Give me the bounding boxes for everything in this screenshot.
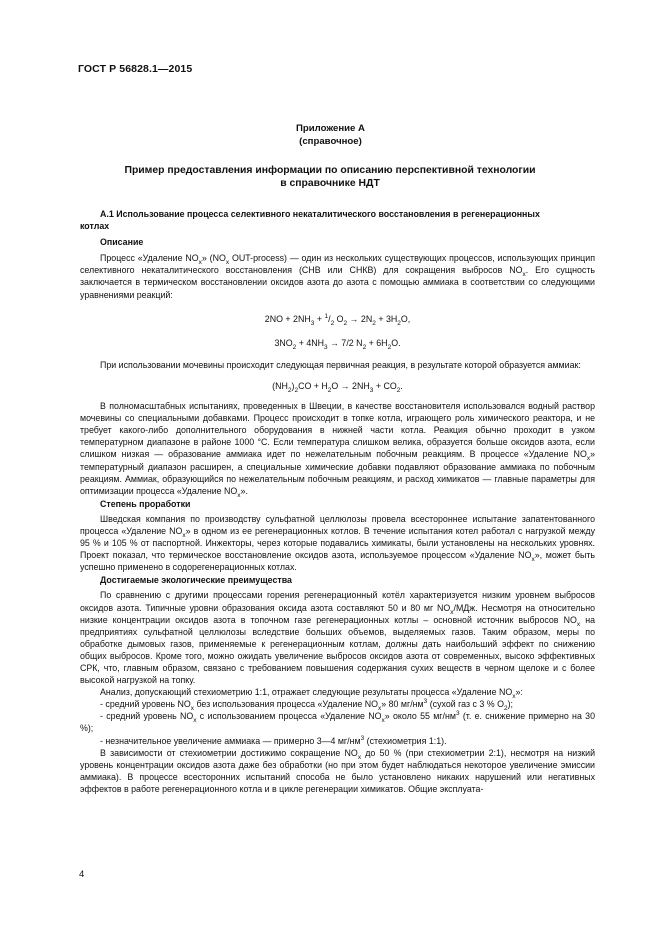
section-heading bbox=[80, 208, 595, 232]
document-title bbox=[90, 164, 570, 190]
annex-name: Приложение А bbox=[296, 123, 365, 134]
paragraph: По сравнению с другими процессами горения регенерационный котёл характеризуется низким уровнем выбросов оксидов азота. Типичные уровни образования оксида азота составляют 50 и 80 мг $NO_x$/МДж. Несмотря на относительно низкие концентрации оксидов азота в топочном газе регенерационных котлы – основной источник выбросов $NO_x$ на предприятиях сульфатной целлюлозы вследствие больших объемов, выделяемых газов. Таким образом, меры по обработке дымовых газов, применяемые к регенерационным котлам, должны дать наибольший эффект по снижению общих выбросов. Кроме того, можно ожидать увеличение выбросов оксидов азота от современных, высоко эффективных СРК, что, главным образом, связано с требованием повышения содержания сухих веществ в черном щелоке и с более высокой нагрузкой на топку. bbox=[80, 590, 595, 686]
paragraph: В полномасштабных испытаниях, проведенных в Швеции, в качестве восстановителя использовался водный раствор мочевины со специальными добавками. Процесс происходит в топке котла, играющего роль химического реактора, и не требует какого-либо дополнительного оборудования в нижней части котла. Реакция обычно проходит в узком температурном диапазоне в районе 1000 °С. Если температура слишком велика, образуется больше оксидов азота, если слишком низкая — образование аммиака идет по нежелательным побочным реакциям. В процессе «Удаление $NO_x$» температурный диапазон расширен, а специальные химические добавки подавляют образование аммиака по побочным реакциям. Аммиак, образующийся по нежелательным побочным реакциям, и расход химикатов — главные параметры для оптимизации процесса «Удаление $NO_x$». bbox=[80, 401, 595, 499]
subheading-maturity: Степень проработки bbox=[100, 498, 191, 509]
paragraph: В зависимости от стехиометрии достижимо сокращение $NO_x$ до 50 % (при стехиометрии 2:1), несмотря на низкий уровень концентрации оксидов азота даже без обработки (но при этом будет наблюдаться некоторое увеличение эмиссии аммиака). В процессе всесторонних испытаний способа не было установлено никаких нарушений или негативных эффектов в работе регенерационного котла и в цикле регенерации химикатов. Общие эксплуата- bbox=[80, 747, 596, 794]
subheading-benefits: Достигаемые экологические преимущества bbox=[100, 575, 292, 586]
list-item: - средний уровень $NO_x$ без использования процесса «Удаление $NO_x$» 80 $мг/нм^3$ (сухой газ с 3 % $O_2$); bbox=[100, 698, 513, 713]
title-line-1: Пример предоставления информации по описанию перспективной технологии bbox=[124, 165, 536, 176]
list-item: - незначительное увеличение аммиака — примерно 3—4 $мг/нм^3$ (стехиометрия 1:1). bbox=[100, 734, 447, 746]
section-heading-line-2: котлах bbox=[80, 221, 110, 232]
standard-header: ГОСТ Р 56828.1—2015 bbox=[78, 63, 193, 75]
subheading-description: Описание bbox=[100, 237, 144, 248]
list-item: - средний уровень $NO_x$ с использованием процесса «Удаление $NO_x$» около 55 $мг/нм^3$ (т. е. снижение примерно на 30 %); bbox=[80, 710, 595, 734]
paragraph: Шведская компания по производству сульфатной целлюлозы провела всестороннее испытание запатентованного процесса «Удаление $NO_x$» в одном из ее регенерационных котлов. В течение испытания котел работал с нагрузкой между 95 % и 105 % от паспортной. Инжекторы, через которые подавались химикаты, были установлены на нескольких уровнях. Проект показал, что термическое восстановление оксидов азота, используемое процессом «Удаление $NO_x$», может быть успешно применено в содорегенерационных котлах. bbox=[80, 513, 595, 573]
document-body bbox=[80, 208, 595, 795]
section-heading-line-1: А.1 Использование процесса селективного некаталитического восстановления в регенерационных bbox=[100, 209, 540, 219]
equation: $3NO_2 + 4NH_3 \to 7/2$ $N_2 + 6H_2O$. bbox=[274, 337, 401, 351]
page-number: 4 bbox=[79, 869, 85, 880]
title-line-2: в справочнике НДТ bbox=[280, 178, 380, 189]
equation: $(NH_2)_2CO + H_2O \to 2NH_3 + CO_2$. bbox=[272, 380, 403, 394]
paragraph: При использовании мочевины происходит следующая первичная реакция, в результате которой образуется аммиак: bbox=[100, 359, 581, 370]
paragraph: Процесс «Удаление $NO_x$» ($NO_x$ OUT-process) — один из нескольких существующих процессов, использующих принцип селективного некаталитического восстановления (СНВ или СНКВ) для сокращения выбросов $NO_x$. Его сущность заключается в термическом восстановлении оксидов азота до азота с помощью аммиака в соответствии со следующими уравнениями реакций: bbox=[80, 253, 595, 300]
paragraph: Анализ, допускающий стехиометрию 1:1, отражает следующие результаты процесса «Удаление $NO_x$»: bbox=[100, 687, 523, 700]
annex-type: (справочное) bbox=[299, 136, 362, 147]
equation: $2NO + 2NH_3 + ^1/_2$ $O_2 \to 2N_2 + 3H_2O$, bbox=[264, 312, 411, 327]
